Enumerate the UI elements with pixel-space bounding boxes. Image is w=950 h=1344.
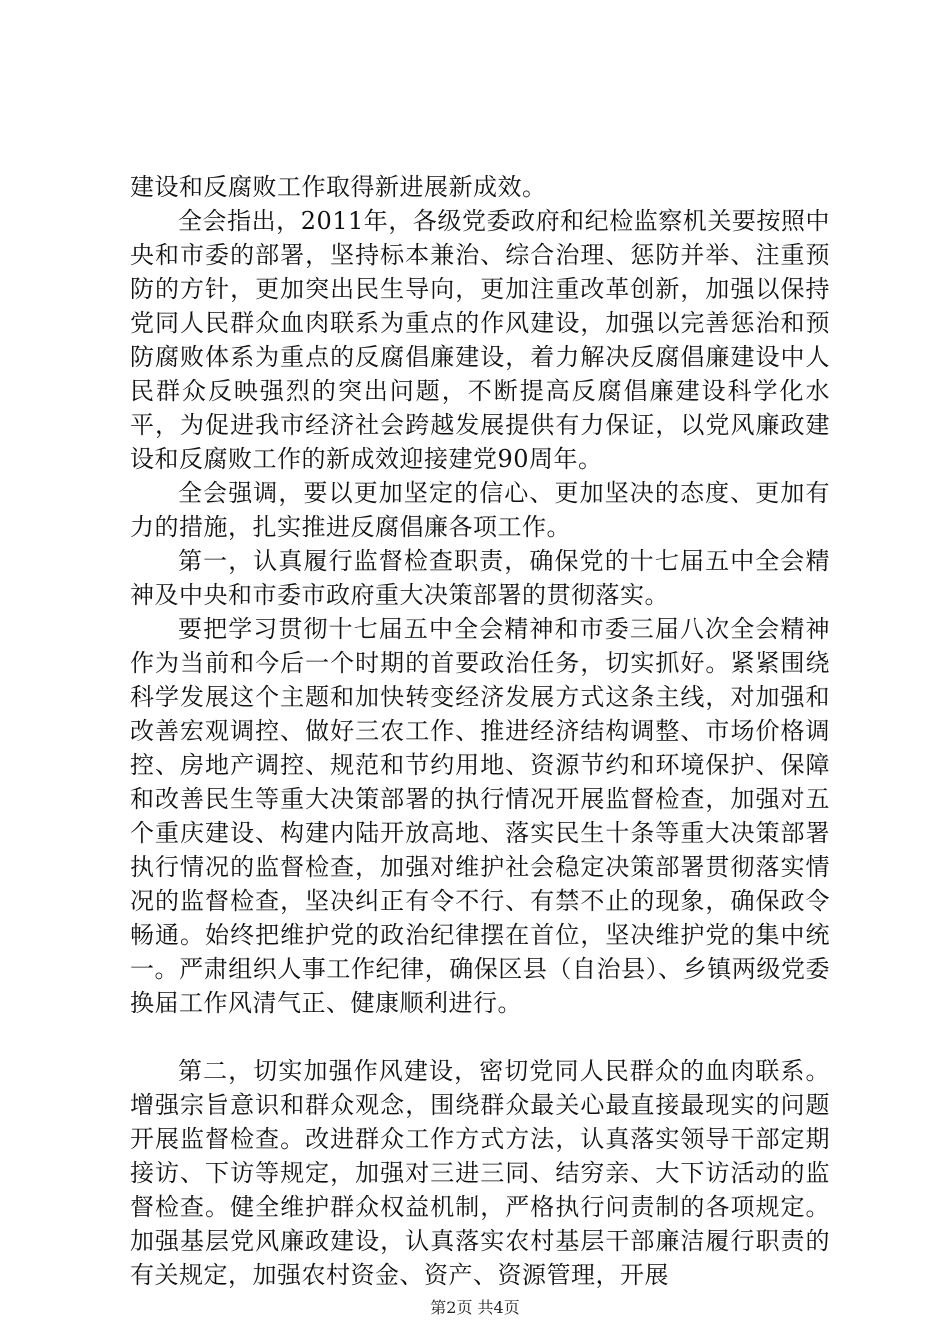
- paragraph-first-heading: 第一，认真履行监督检查职责，确保党的十七届五中全会精神及中央和市委市政府重大决策部署的贯彻落实。: [130, 547, 830, 609]
- paragraph-continuation: 建设和反腐败工作取得新进展新成效。: [130, 173, 547, 201]
- document-body: [130, 170, 830, 1292]
- page-number-footer: 第2页 共4页: [430, 1298, 520, 1317]
- paragraph-plenary-emphasis: 全会强调，要以更加坚定的信心、更加坚决的态度、更加有力的措施，扎实推进反腐倡廉各项工作。: [130, 479, 830, 541]
- paragraph-plenary-points: 全会指出，2011年，各级党委政府和纪检监察机关要按照中央和市委的部署，坚持标本兼治、综合治理、惩防并举、注重预防的方针，更加突出民生导向，更加注重改革创新，加强以保持党同人民群众血肉联系为重点的作风建设，加强以完善惩治和预防腐败体系为重点的反腐倡廉建设，着力解决反腐倡廉建设中人民群众反映强烈的突出问题，不断提高反腐倡廉建设科学化水平，为促进我市经济社会跨越发展提供有力保证，以党风廉政建设和反腐败工作的新成效迎接建党90周年。: [130, 207, 830, 473]
- paragraph-first-body: 要把学习贯彻十七届五中全会精神和市委三届八次全会精神作为当前和今后一个时期的首要政治任务，切实抓好。紧紧围绕科学发展这个主题和加快转变经济发展方式这条主线，对加强和改善宏观调控、做好三农工作、推进经济结构调整、市场价格调控、房地产调控、规范和节约用地、资源节约和环境保护、保障和改善民生等重大决策部署的执行情况开展监督检查，加强对五个重庆建设、构建内陆开放高地、落实民生十条等重大决策部署执行情况的监督检查，加强对维护社会稳定决策部署贯彻落实情况的监督检查，坚决纠正有令不行、有禁不止的现象，确保政令畅通。始终把维护党的政治纪律摆在首位，坚决维护党的集中统一。严肃组织人事工作纪律，确保区县（自治县）、乡镇两级党委换届工作风清气正、健康顺利进行。: [130, 615, 830, 1017]
- paragraph-second: 第二，切实加强作风建设，密切党同人民群众的血肉联系。增强宗旨意识和群众观念，围绕群众最关心最直接最现实的问题开展监督检查。改进群众工作方式方法，认真落实领导干部定期接访、下访等规定，加强对三进三同、结穷亲、大下访活动的监督检查。健全维护群众权益机制，严格执行问责制的各项规定。加强基层党风廉政建设，认真落实农村基层干部廉洁履行职责的有关规定，加强农村资金、资产、资源管理，开展: [130, 1057, 830, 1289]
